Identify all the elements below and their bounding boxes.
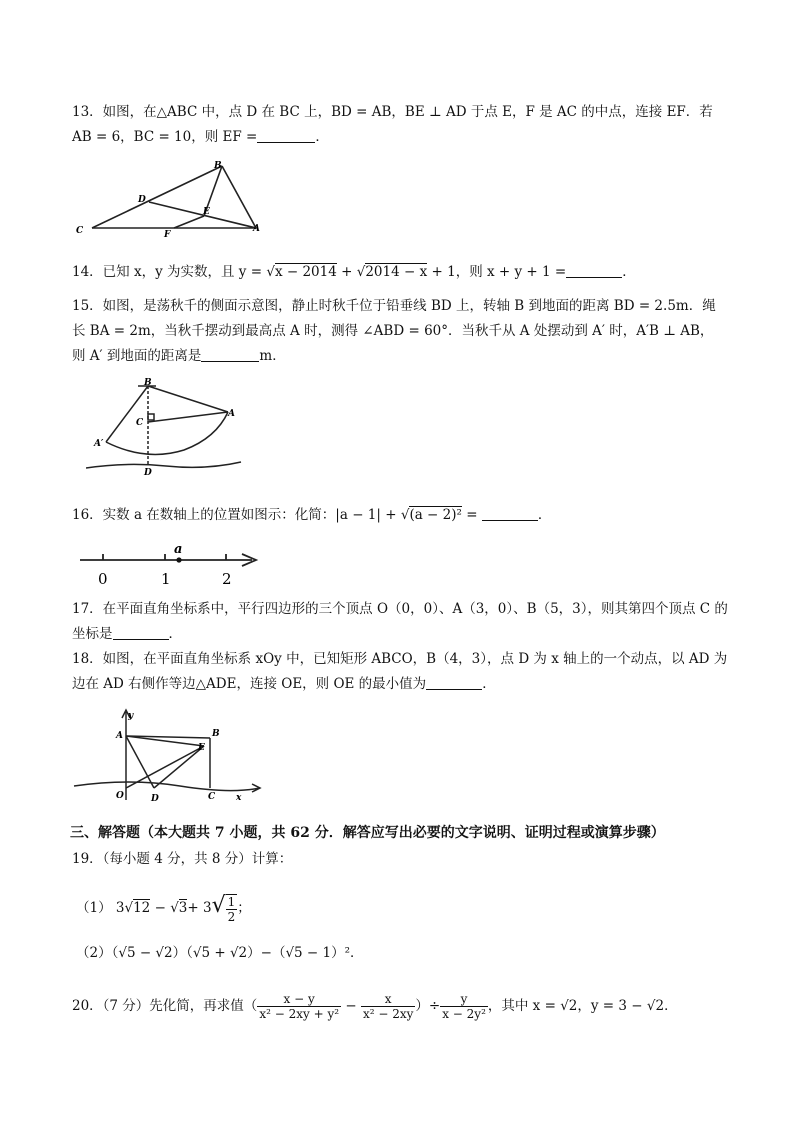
q15-label-a: A <box>228 409 235 419</box>
q20-minus: − <box>345 998 357 1014</box>
q18-label-e: E <box>198 743 205 753</box>
q15-label-b: B <box>144 378 152 388</box>
q20-f1-denominator: x² − 2xy + y² <box>259 1007 340 1021</box>
q19-p1-end: ； <box>237 900 251 916</box>
q16-end: ． <box>537 507 552 523</box>
q14-sqrt2: √2014 − x <box>356 264 428 280</box>
q18-text: 边在 AD 右侧作等边△ADE，连接 OE，则 OE 的最小值为 <box>72 676 427 692</box>
q15-line2: 长 BA = 2m，当秋千摆动到最高点 A 时，测得 ∠ABD = 60°．当秋千从 A 处摆动到 A′ 时，A′B ⊥ AB， <box>72 323 714 339</box>
q15-right-angle-mark <box>148 414 154 420</box>
q13-label-f: F <box>164 230 171 238</box>
q20-fraction1 <box>257 992 341 1021</box>
q15-answer-blank <box>201 347 259 362</box>
q19-p1-sqrt1: √12 <box>124 900 151 916</box>
q14-answer-blank <box>566 263 622 278</box>
q20-text-b: ，其中 x = √2，y = 3 − √2． <box>487 998 678 1014</box>
q20-fraction2 <box>361 992 415 1021</box>
q17-end: ． <box>168 626 182 642</box>
q16-label-a: a <box>174 542 183 557</box>
q16-equals: = <box>466 507 478 523</box>
q19-part2: （2）（√5 − √2）（√5 + √2）−（√5 − 1）²． <box>76 945 364 961</box>
q19-p1-plus3: + 3 <box>187 900 212 916</box>
q15-text: 则 A′ 到地面的距离是 <box>72 348 202 364</box>
q19-p1-sqrt3: √ <box>211 893 226 918</box>
q13-edge-ba <box>222 166 256 228</box>
q14-end: ． <box>622 264 636 280</box>
q20-divide: ）÷ <box>415 998 441 1014</box>
q16-point-a <box>176 557 181 562</box>
q18-label-d: D <box>151 794 159 804</box>
q17-line2 <box>72 625 182 643</box>
q18-label-y: y <box>128 711 134 721</box>
q20-f3-numerator: y <box>440 992 488 1007</box>
q16-text-a: 16．实数 a 在数轴上的位置如图示：化简：|a − 1| + <box>72 507 397 523</box>
q19-p1-radicand2: 3 <box>178 900 188 916</box>
q20-f3-denominator: x − 2y² <box>442 1007 486 1021</box>
q13-end: ． <box>315 129 329 145</box>
q18-label-b: B <box>212 729 220 739</box>
q14-radicand1: x − 2014 <box>274 264 337 280</box>
q18-label-x: x <box>236 793 242 803</box>
q20-f2-denominator: x² − 2xy <box>362 1007 414 1021</box>
q19-p1-fraction <box>226 894 238 924</box>
q13-label-d: D <box>138 195 146 205</box>
q13-label-b: B <box>214 161 222 171</box>
section-3-heading: 三、解答题（本大题共 7 小题，共 62 分．解答应写出必要的文字说明、证明过程或演算步骤） <box>70 825 665 841</box>
q19-p1-coef: （1） 3 <box>76 900 125 916</box>
q15-end: m． <box>259 348 286 364</box>
q13-label-c: C <box>76 226 84 236</box>
q20-fraction3 <box>440 992 488 1021</box>
q18-label-o: O <box>116 791 124 801</box>
q18-label-a: A <box>116 731 123 741</box>
q19-part1 <box>76 890 251 924</box>
q16-line <box>72 506 551 524</box>
q15-rope-ba <box>148 386 228 412</box>
q14-text-a: 14．已知 x，y 为实数，且 y = <box>72 264 263 280</box>
q14-line <box>72 263 636 281</box>
q15-figure <box>86 376 246 476</box>
q17-line1: 17．在平面直角坐标系中，平行四边形的三个顶点 O（0，0）、A（3，0）、B（5，3），则其第四个顶点 C 的 <box>72 601 728 617</box>
q18-answer-blank <box>426 675 482 690</box>
q18-line1: 18．如图，在平面直角坐标系 xOy 中，已知矩形 ABCO，B（4，3），点 D 为 x 轴上的一个动点，以 AD 为 <box>72 651 728 667</box>
q15-rope-ba-prime <box>106 386 148 442</box>
q13-label-a: A <box>253 224 260 234</box>
q15-line1: 15．如图，是荡秋千的侧面示意图，静止时秋千位于铅垂线 BD 上，转轴 B 到地面的距离 BD = 2.5m．绳 <box>72 298 716 314</box>
q13-label-e: E <box>203 207 210 217</box>
q18-side-de <box>154 746 204 788</box>
q13-segment-fe <box>174 216 204 228</box>
q18-label-c: C <box>208 792 216 802</box>
q13-line2 <box>72 128 329 146</box>
q15-label-c: C <box>136 418 144 428</box>
q13-answer-blank <box>257 128 315 143</box>
q16-number-line <box>76 540 266 590</box>
q16-answer-blank <box>482 506 538 521</box>
q19-p1-sqrt2: √3 <box>170 900 188 916</box>
q20-f1-numerator: x − y <box>257 992 341 1007</box>
q19-p1-numerator: 1 <box>227 894 236 909</box>
q19-p1-radicand1: 12 <box>133 900 151 916</box>
q16-radicand: (a − 2)² <box>409 507 462 523</box>
q16-label-0: 0 <box>98 570 108 588</box>
q18-segment-oe <box>126 746 204 788</box>
q15-label-d: D <box>144 468 152 476</box>
q14-sqrt1: √x − 2014 <box>266 264 337 280</box>
q17-answer-blank <box>113 625 169 640</box>
q20-line <box>72 990 678 1022</box>
q14-plus: + <box>341 264 353 280</box>
q18-end: ． <box>482 676 496 692</box>
q19-heading: 19．（每小题 4 分，共 8 分）计算： <box>72 851 293 867</box>
q18-line2 <box>72 675 496 693</box>
q15-segment-ca <box>148 412 228 422</box>
q15-ground <box>86 462 241 468</box>
q13-figure <box>72 158 272 238</box>
q14-radicand2: 2014 − x <box>365 264 428 280</box>
q13-edge-cb <box>92 166 222 228</box>
q19-p1-denominator: 2 <box>227 909 236 924</box>
q13-text: AB = 6，BC = 10，则 EF = <box>72 129 258 145</box>
q20-text-a: 20．（7 分）先化简，再求值（ <box>72 998 258 1014</box>
q13-line1: 13．如图，在△ABC 中，点 D 在 BC 上，BD = AB，BE ⊥ AD 于点 E，F 是 AC 的中点，连接 EF．若 <box>72 104 713 120</box>
q16-label-1: 1 <box>161 570 171 588</box>
q19-p1-minus: − <box>154 900 166 916</box>
q15-line3 <box>72 347 286 365</box>
q16-label-2: 2 <box>222 570 232 588</box>
q16-sqrt: √(a − 2)² <box>400 507 462 523</box>
q17-text: 坐标是 <box>72 626 113 642</box>
q14-text-b: + 1，则 x + y + 1 = <box>431 264 567 280</box>
q15-label-a-prime: A′ <box>94 439 104 449</box>
q18-figure <box>70 706 270 806</box>
q18-x-axis <box>74 782 260 791</box>
q20-f2-numerator: x <box>361 992 415 1007</box>
